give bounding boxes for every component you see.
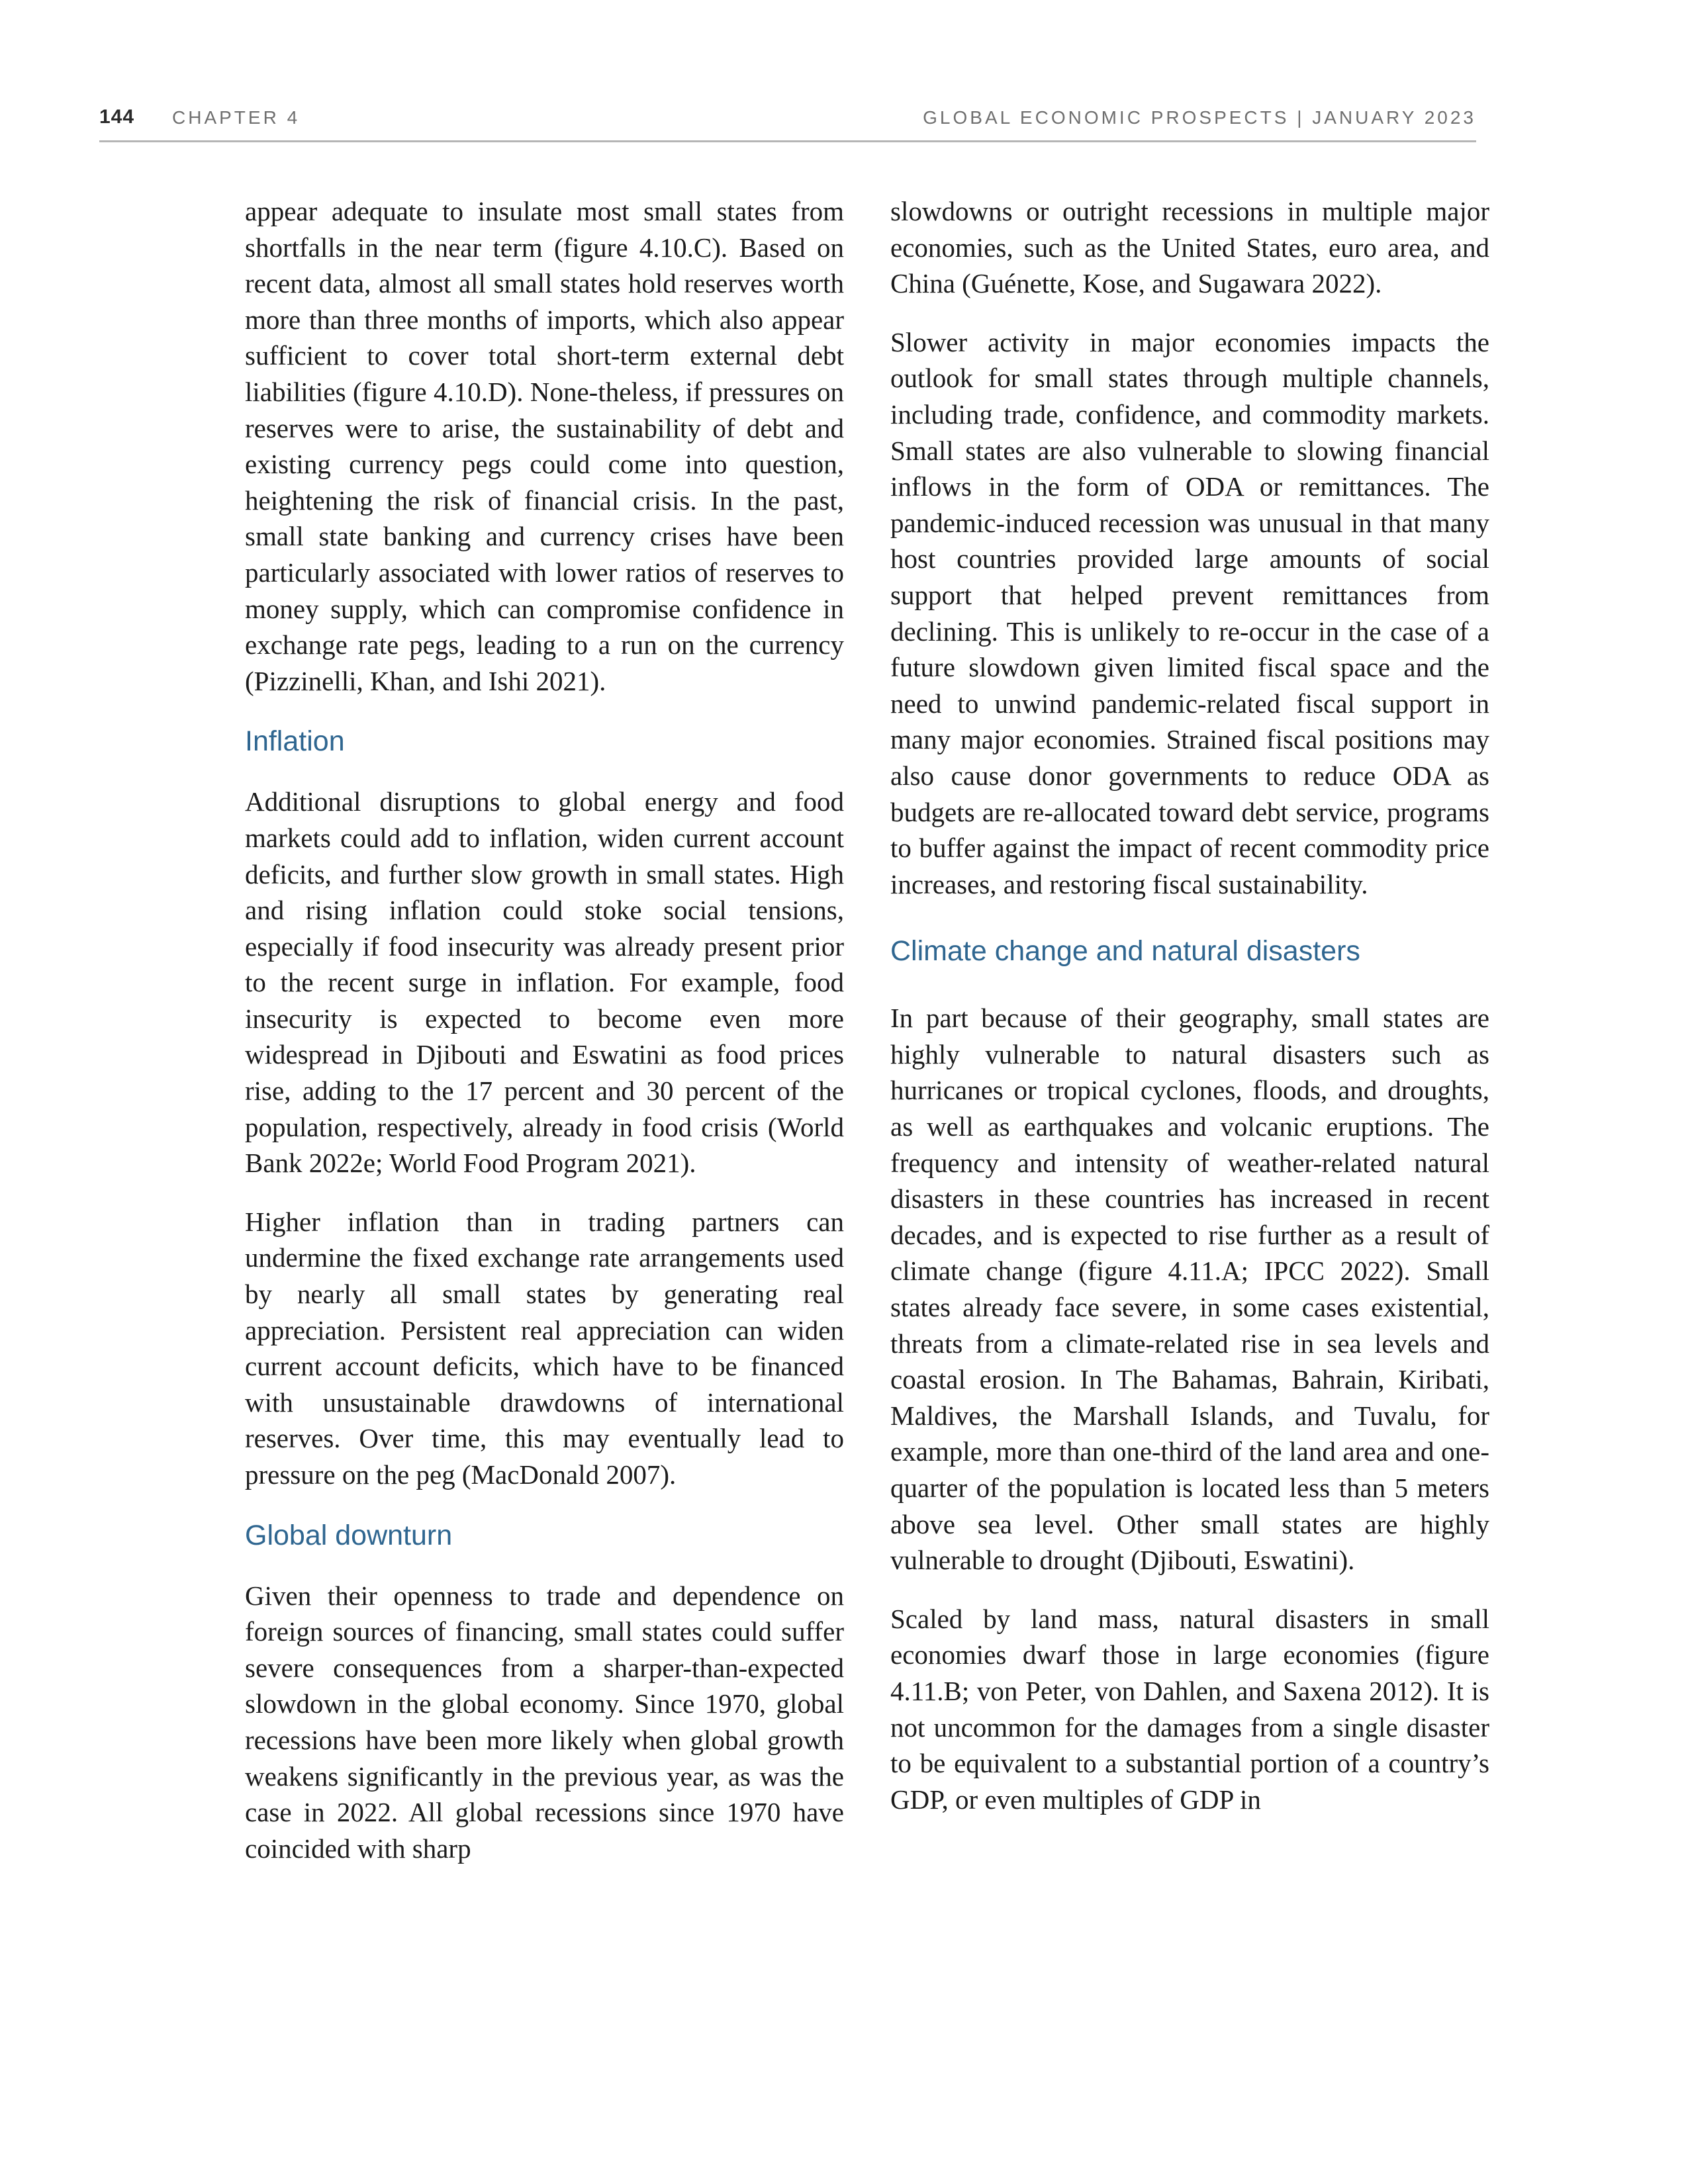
paragraph-global-downturn: Given their openness to trade and dependence on foreign sources of financing, small states could suffer severe consequences from a sharper-than-expected slowdown in the global economy. Since 1970, global recessions have been more likely when global growth weakens significantly in the previous year, as was the case in 2022. All global recessions since 1970 have coincided with sharp — [245, 1580, 844, 1864]
paragraph-real-appreciation: Higher inflation than in trading partners can undermine the fixed exchange rate arrangements used by nearly all small states by generating real appreciation. Persistent real appreciation can widen current account deficits, which have to be financed with unsustainable drawdowns of international reserves. Over time, this may eventually lead to pressure on the peg (MacDonald 2007). — [245, 1206, 844, 1490]
paragraph-transmission-channels: Slower activity in major economies impacts the outlook for small states through multiple channels, including trade, confidence, and commodity markets. Small states are also vulnerable to slowing financial inflows in the form of ODA or remittances. The pandemic-induced recession was unusual in that many host countries provided large amounts of social support that helped prevent remittances from declining. This is unlikely to re-occur in the case of a future slowdown given limited fiscal space and the need to unwind pandemic-related fiscal support in many major economies. Strained fiscal positions may also cause donor governments to reduce ODA as budgets are re-allocated toward debt service, programs to buffer against the impact of recent commodity price increases, and restoring fiscal sustainability. — [890, 326, 1489, 899]
paragraph-inflation-disruptions: Additional disruptions to global energy and food markets could add to inflation, widen current account deficits, and further slow growth in small states. High and rising inflation could stoke social tensions, especially if food insecurity was already present prior to the recent surge in inflation. For example, food insecurity is expected to become even more widespread in Djibouti and Eswatini as food prices rise, adding to the 17 percent and 30 percent of the population, respectively, already in food crisis (World Bank 2022e; World Food Program 2021). — [245, 786, 844, 1179]
heading-climate-change: Climate change and natural disasters — [890, 935, 1360, 968]
running-header — [99, 106, 1476, 142]
page-number: 144 — [99, 106, 135, 128]
publication-title: GLOBAL ECONOMIC PROSPECTS | JANUARY 2023 — [923, 107, 1476, 128]
paragraph-disaster-damages: Scaled by land mass, natural disasters in small economies dwarf those in large economies (figure 4.11.B; von Peter, von Dahlen, and Saxena 2012). It is not uncommon for the damages from a single disaster to be equivalent to a substantial portion of a country’s GDP, or even multiples of GDP in — [890, 1603, 1489, 1815]
paragraph-natural-disasters: In part because of their geography, small states are highly vulnerable to natural disasters such as hurricanes or tropical cyclones, floods, and droughts, as well as earthquakes and volcanic eruptions. The frequency and intensity of weather-related natural disasters in these countries has increased in recent decades, and is expected to rise further as a result of climate change (figure 4.11.A; IPCC 2022). Small states already face severe, in some cases existential, threats from a climate-related rise in sea levels and coastal erosion. In The Bahamas, Bahrain, Kiribati, Maldives, the Marshall Islands, and Tuvalu, for example, more than one-third of the land area and one-quarter of the population is located less than 5 meters above sea level. Other small states are highly vulnerable to drought (Djibouti, Eswatini). — [890, 1003, 1489, 1576]
left-column — [245, 193, 844, 1889]
heading-inflation: Inflation — [245, 725, 345, 758]
paragraph-reserves: appear adequate to insulate most small states from shortfalls in the near term (figure 4.10.C). Based on recent data, almost all small states hold reserves worth more than three months of imports, which also appear sufficient to cover total short-term external debt liabilities (figure 4.10.D). None-theless, if pressures on reserves were to arise, the sustainability of debt and existing currency pegs could come into question, heightening the risk of financial crisis. In the past, small state banking and currency crises have been particularly associated with lower ratios of reserves to money supply, which can compromise confidence in exchange rate pegs, leading to a run on the currency (Pizzinelli, Khan, and Ishi 2021). — [245, 196, 844, 696]
right-column — [890, 193, 1489, 1840]
paragraph-major-economy-slowdowns: slowdowns or outright recessions in multiple major economies, such as the United States, euro area, and China (Guénette, Kose, and Sugawara 2022). — [890, 196, 1489, 299]
chapter-label: CHAPTER 4 — [172, 107, 301, 128]
heading-global-downturn: Global downturn — [245, 1519, 453, 1551]
